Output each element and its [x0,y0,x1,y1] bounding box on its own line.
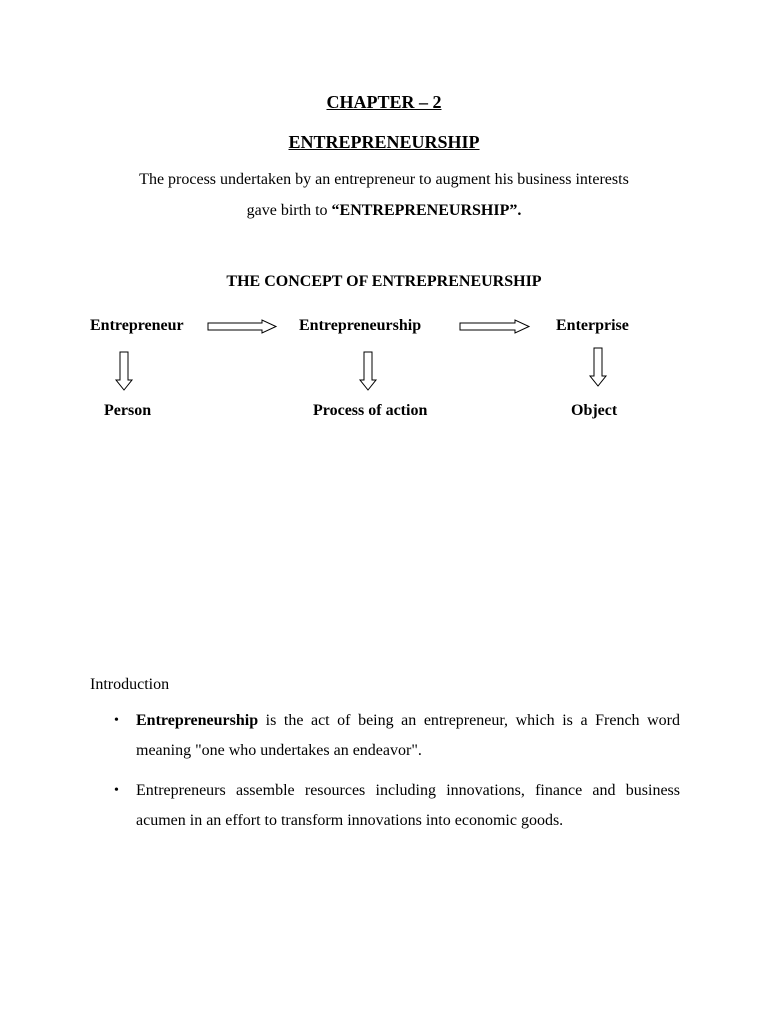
hollow-right-arrow-icon [208,320,276,333]
list-item [90,706,680,766]
bullet-text: Entrepreneurs assemble resources including innovations, finance and business acumen in an effort to transform innovations into economic goods. [136,782,680,829]
introduction-heading: Introduction [90,676,170,693]
page-title: ENTREPRENEURSHIP [288,132,480,152]
node-entrepreneur: Entrepreneur [90,317,184,334]
node-process-of-action: Process of action [313,402,428,419]
bullet-text: is the act of being an entrepreneur, which is a French word meaning "one who undertakes an endeavor". [136,712,680,759]
bullet-icon: • [114,713,119,728]
node-object: Object [571,402,618,419]
node-enterprise: Enterprise [556,317,629,334]
hollow-down-arrow-icon [116,352,132,390]
introduction-bullet-list [90,706,680,846]
intro-line-2-text: gave birth to [246,202,332,219]
node-entrepreneurship: Entrepreneurship [299,317,422,334]
node-person: Person [104,402,152,419]
intro-line-2-emphasis: “ENTREPRENEURSHIP”. [331,202,522,219]
hollow-down-arrow-icon [360,352,376,390]
bullet-term: Entrepreneurship [136,712,259,729]
intro-line-1: The process undertaken by an entrepreneur to augment his business interests [139,171,629,188]
hollow-right-arrow-icon [460,320,529,333]
intro-line-2 [0,200,768,222]
chapter-heading: CHAPTER – 2 [326,92,442,112]
concept-heading: THE CONCEPT OF ENTREPRENEURSHIP [226,273,542,290]
hollow-down-arrow-icon [590,348,606,386]
bullet-icon: • [114,783,119,798]
list-item [90,776,680,836]
